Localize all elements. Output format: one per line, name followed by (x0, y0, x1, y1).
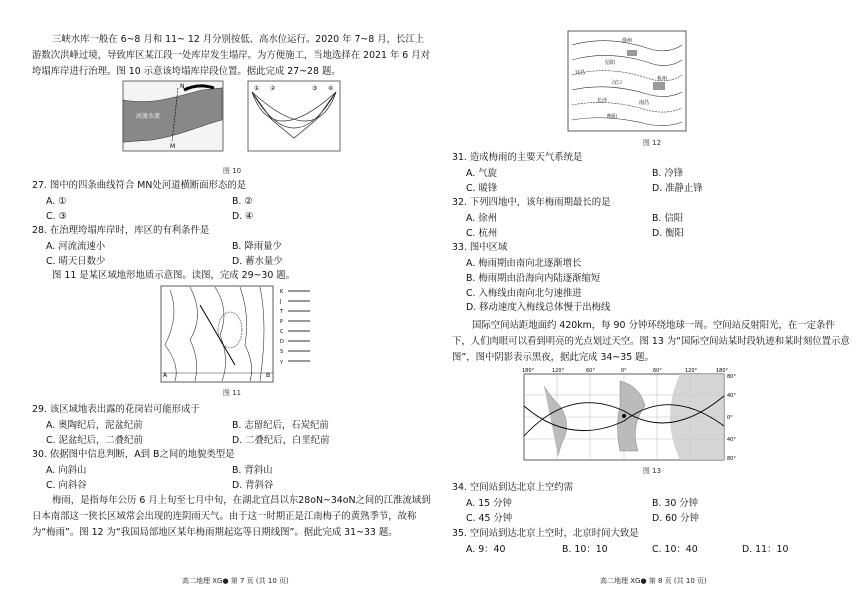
figure-11-drawing (160, 285, 320, 385)
question-27: 27. 图中的四条曲线符合 MN处河道横断面形态的是 (32, 180, 247, 191)
q28-option-a: A. 河流流速小 (46, 241, 106, 252)
figure-12-caption: 图 12 (642, 139, 662, 147)
fig13-lat-80s: 80° (727, 456, 736, 462)
intro-27-28: 三峡水库一般在 6~8 月和 11~ 12 月分别按低、高水位运行。2020 年 7~8 月，长江上游数次洪峰过境，导致库区某江段一处库岸发生塌岸。为方便施工，当地选择在 2021 年 6 月对垮塌库岸进行治理。图 10 示意该垮塌库岸段位置。据此完成 27~28 题。 (32, 34, 430, 77)
fig11-legend-j: J (280, 299, 282, 305)
q28-option-b: B. 降雨量少 (232, 241, 282, 252)
figure-11 (160, 285, 320, 385)
figure-12 (567, 30, 687, 134)
q30-option-b: B. 背斜山 (232, 465, 273, 476)
fig13-tick-60e: 60° (653, 368, 662, 374)
fig12-xinyang: 信阳 (605, 60, 616, 66)
fig13-lat-0: 0° (727, 415, 733, 421)
fig13-lat-80n: 80° (727, 374, 736, 380)
q30-options-row2 (32, 478, 432, 494)
question-33: 33. 图中区域 (452, 242, 508, 253)
fig13-tick-120w: 120° (552, 368, 565, 374)
fig10-curve-2: ② (270, 85, 276, 92)
q35-option-d: D. 11：10 (742, 544, 789, 555)
question-29: 29. 该区域地表出露的花岗岩可能形成于 (32, 404, 200, 415)
fig10-curve-1: ① (254, 85, 260, 92)
q29-option-c: C. 泥盆纪后，二叠纪前 (46, 435, 143, 446)
fig12-changsha: 长沙 (597, 98, 608, 104)
q32-option-d: D. 衡阳 (652, 228, 684, 239)
figure-13-drawing (520, 366, 742, 462)
fig11-legend-s: S (280, 349, 284, 355)
fig11-legend-t: T (280, 309, 284, 315)
q31-option-b: B. 冷锋 (652, 168, 684, 179)
fig12-yichang: 宜昌 (575, 70, 586, 76)
q28-option-d: D. 蓄水量少 (232, 256, 283, 267)
fig13-lat-40s: 40° (727, 437, 736, 443)
fig12-hengyang: 衡阳 (607, 114, 618, 120)
q34-option-c: C. 45 分钟 (466, 513, 513, 524)
q27-option-b: B. ② (232, 196, 253, 207)
fig12-hangzhou: 杭州 (657, 76, 668, 82)
q29-options-row1 (32, 418, 432, 434)
fig12-hankou: 汉口 (612, 80, 623, 86)
q29-option-b: B. 志留纪后，石炭纪前 (232, 420, 329, 431)
question-28: 28. 在治理垮塌库岸时，库区的有利条件是 (32, 225, 210, 236)
page-footer-left: 高二地理 XG● 第 7 页 (共 10 页) (182, 577, 289, 585)
q32-option-c: C. 杭州 (466, 228, 498, 239)
fig10-curve-4: ④ (328, 85, 334, 92)
fig11-label-b: B (266, 372, 271, 379)
question-32: 32. 下列四地中，该年梅雨期最长的是 (452, 197, 611, 208)
figure-13 (520, 366, 742, 462)
q30-options-row1 (32, 463, 432, 479)
q27-option-d: D. ④ (232, 211, 254, 222)
q35-option-b: B. 10：10 (562, 544, 608, 555)
fig13-tick-180w: 180° (522, 368, 535, 374)
intro-34-35: 国际空间站距地面约 420km，每 90 分钟环绕地球一周。空间站反射阳光，在一定条件下，人们肉眼可以看到明亮的光点划过天空。图 13 为“国际空间站某时段轨迹和某时刻位置示意图”，图中阴影表示黑夜，据此完成 34~35 题。 (452, 320, 850, 363)
q31-option-d: D. 准静止锋 (652, 183, 703, 194)
q34-options-row1 (452, 496, 852, 512)
q32-options-row2 (452, 226, 852, 242)
q33-option-c: C. 入梅线由南向北匀速推进 (466, 288, 582, 299)
question-30: 30. 依据图中信息判断，A到 B之间的地貌类型是 (32, 449, 235, 460)
fig13-tick-60w: 60° (586, 368, 595, 374)
fig10-m-label: M (170, 143, 176, 150)
fig11-legend-k: K (280, 289, 284, 295)
fig10-n-label: N (180, 83, 185, 90)
q31-option-c: C. 暖锋 (466, 183, 498, 194)
q30-option-a: A. 向斜山 (46, 465, 87, 476)
fig13-lat-40n: 40° (727, 393, 736, 399)
q34-option-d: D. 60 分钟 (652, 513, 699, 524)
q33-option-b: B. 梅雨期由沿海向内陆逐渐缩短 (466, 273, 601, 284)
question-34: 34. 空间站到达北京上空约需 (452, 482, 574, 493)
figure-13-caption: 图 13 (642, 467, 662, 475)
q35-option-a: A. 9：40 (466, 544, 506, 555)
q27-option-a: A. ① (46, 196, 67, 207)
q27-options-row1 (32, 194, 432, 210)
fig13-tick-0: 0° (621, 368, 627, 374)
q29-option-a: A. 奥陶纪后，泥盆纪前 (46, 420, 143, 431)
fig11-label-a: A (163, 372, 168, 379)
q32-option-a: A. 徐州 (466, 213, 497, 224)
intro-29-30: 图 11 是某区域地形地质示意图。读图，完成 29~30 题。 (52, 270, 296, 281)
fig10-curve-3: ③ (312, 85, 318, 92)
figure-10 (122, 80, 342, 166)
q34-options-row2 (452, 511, 852, 527)
page-footer-right: 高二地理 XG● 第 8 页 (共 10 页) (600, 577, 707, 585)
figure-11-caption: 图 11 (222, 389, 242, 397)
fig12-nanchang: 南昌 (639, 100, 650, 106)
q32-option-b: B. 信阳 (652, 213, 684, 224)
q34-option-b: B. 30 分钟 (652, 498, 699, 509)
q28-option-c: C. 晴天日数少 (46, 256, 106, 267)
q33-option-a: A. 梅雨期由南向北逐渐增长 (466, 258, 582, 269)
intro-31-33: 梅雨，是指每年公历 6 月上旬至七月中旬，在湖北宜昌以东28oN~34oN之间的江淮流域到日本南部这一狭长区域常会出现的连阴雨天气。由于这一时期正是江南梅子的黄熟季节，故称为“梅雨”。图 12 为“我国局部地区某年梅雨期起迄等日期线图”。据此完成 31~33 题。 (32, 495, 431, 538)
fig11-legend-gamma: γ (280, 359, 283, 365)
q28-options-row1 (32, 239, 432, 255)
q27-option-c: C. ③ (46, 211, 67, 222)
fig11-legend-c: C (280, 329, 284, 335)
figure-10-caption: 图 10 (222, 167, 242, 175)
question-35: 35. 空间站到达北京上空时，北京时间大致是 (452, 528, 639, 539)
figure-12-drawing (567, 30, 687, 134)
q35-options-row (452, 542, 852, 558)
question-31: 31. 造成梅雨的主要天气系统是 (452, 152, 583, 163)
fig12-xuzhou: 徐州 (622, 38, 633, 44)
fig13-tick-180e: 180° (716, 368, 729, 374)
q30-option-c: C. 向斜谷 (46, 480, 87, 491)
fig11-legend-d: D (280, 339, 284, 345)
q32-options-row1 (452, 211, 852, 227)
q34-option-a: A. 15 分钟 (466, 498, 512, 509)
fig13-tick-120e: 120° (685, 368, 698, 374)
q31-option-a: A. 气旋 (466, 168, 497, 179)
q35-option-c: C. 10：40 (652, 544, 698, 555)
q31-options-row1 (452, 166, 852, 182)
q30-option-d: D. 背斜谷 (232, 480, 274, 491)
q33-option-d: D. 移动速度入梅线总体慢于出梅线 (466, 302, 611, 313)
q29-option-d: D. 二叠纪后，白垩纪前 (232, 435, 330, 446)
fig11-legend-p: P (280, 319, 284, 325)
figure-10-drawing (122, 80, 342, 166)
fig10-river-label: 河流水流 (136, 113, 161, 120)
